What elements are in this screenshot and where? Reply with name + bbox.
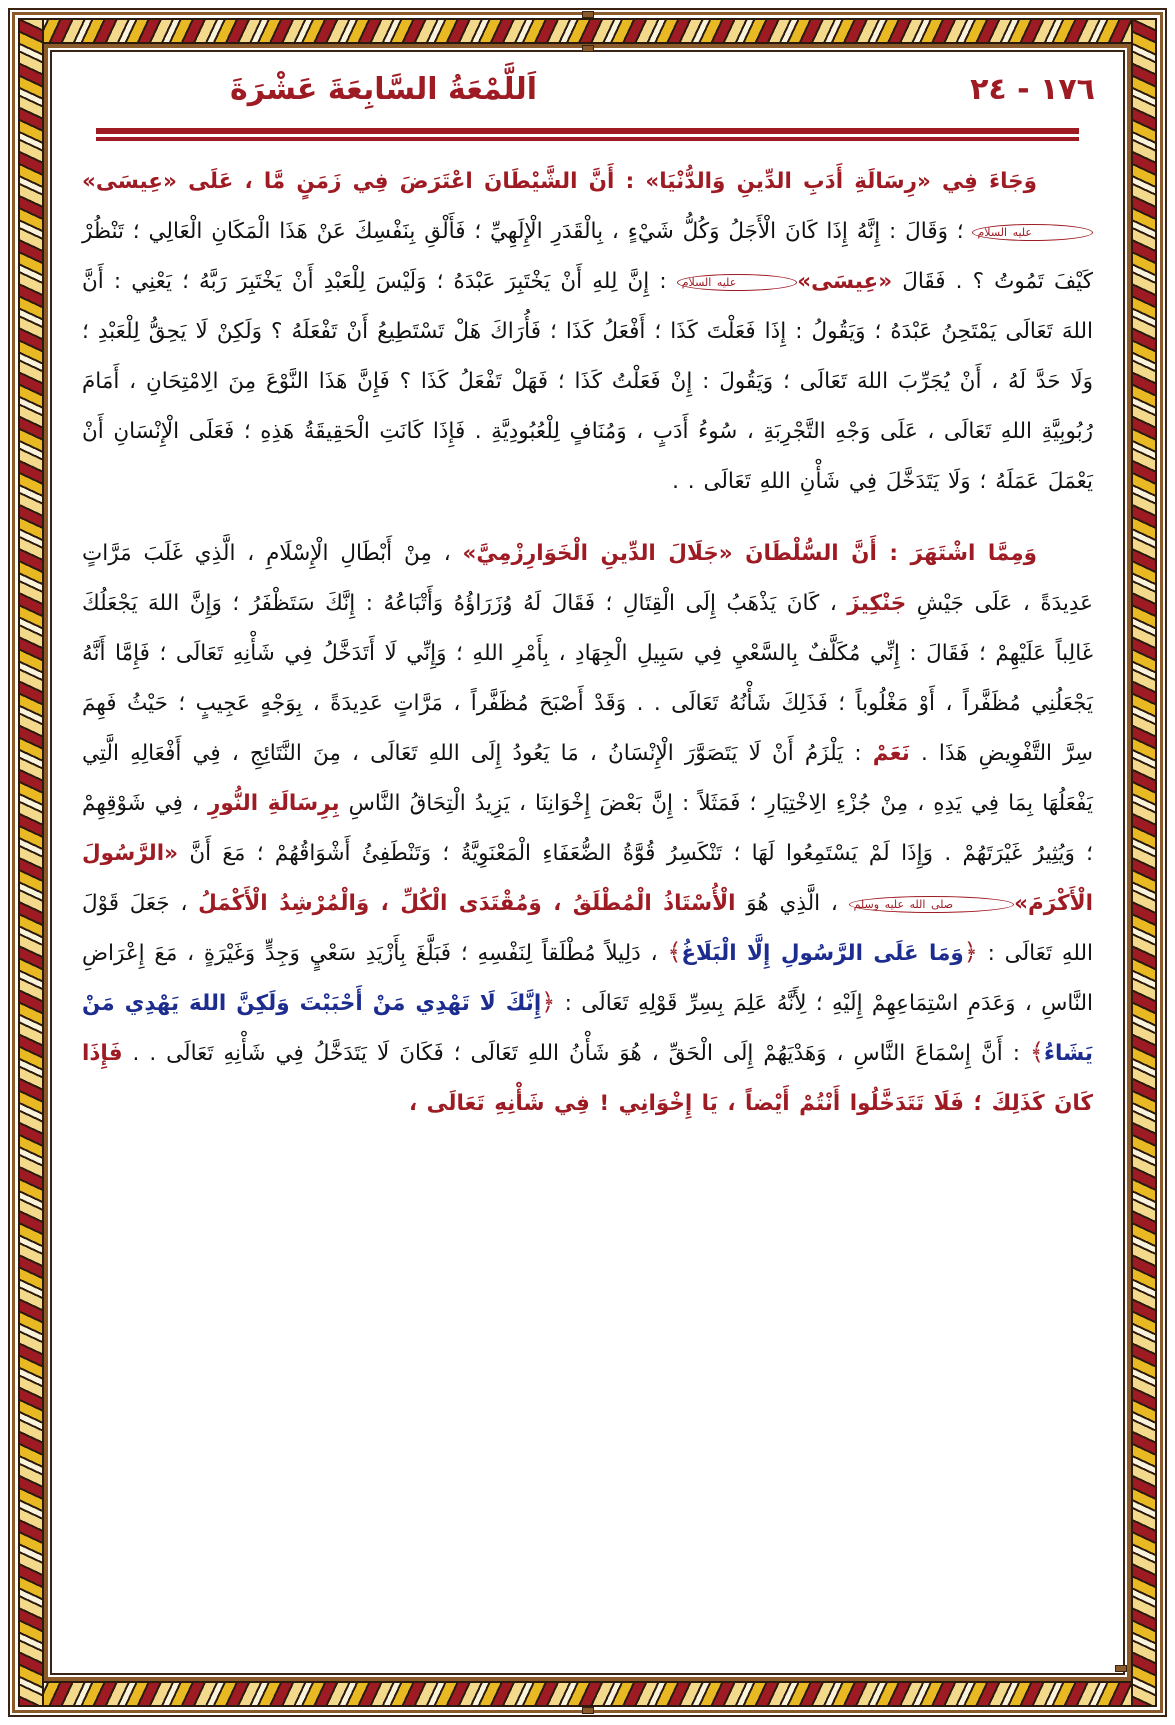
- body-text-block: [74, 141, 1101, 1129]
- border-chain-left-ornament: [18, 18, 44, 1707]
- text-run: ، دَلِيلاً مُطْلَقاً لِنَفْسِهِ ؛ فَبَلَّغَ بِأَزْيَدِ سَعْيٍ وَجِدٍّ وَغَيْرَةٍ ، مَعَ إِعْرَاضِ النَّاسِ ، وَعَدَمِ اسْتِمَاعِهِمْ إِلَيْهِ ؛ لِأَنَّهُ عَلِمَ بِسِرِّ قَوْلِهِ تَعَالَى :: [82, 941, 1093, 1016]
- para-2: [82, 529, 1093, 1129]
- text-run: بِرِسَالَةِ النُّورِ: [208, 791, 340, 816]
- text-run: «عِيسَى»: [82, 169, 177, 194]
- text-run: ، فِي شَوْقِهِمْ ؛ وَيُثِيرُ غَيْرَتَهُمْ . وَإِذَا لَمْ يَسْتَمِعُوا لَهَا ؛ تَنْكَسِرُ قُوَّةُ الضُّعَفَاءِ الْمَعْنَوِيَّةُ ؛ وَتَنْطَفِئُ أَشْوَاقُهُمْ ؛ مَعَ أَنَّ: [82, 791, 1093, 866]
- page-number: ١٧٦ - ٢٤: [970, 72, 1095, 107]
- border-chain-right-ornament: [1131, 18, 1157, 1707]
- text-run: جَنْكِيزَ: [847, 591, 907, 616]
- border-chain-bottom-ornament: [18, 1681, 1157, 1707]
- text-run: الْأُسْتَاذُ الْمُطْلَقُ ، وَمُقْتَدَى الْكُلِّ ، وَالْمُرْشِدُ الْأَكْمَلُ: [198, 891, 736, 916]
- header-divider-rule: [96, 128, 1079, 141]
- text-run: : يَلْزَمُ أَنْ لَا يَتَصَوَّرَ الْإِنْسَانُ ، مَا يَعُودُ إِلَى اللهِ تَعَالَى ، مِنَ النَّتَائِجِ ، فِي أَفْعَالِهِ الَّتِي يَفْعَلُهَا بِمَا فِي يَدِهِ ، مِنْ جُزْءِ الِاخْتِيَارِ ؛ فَمَثَلاً : إِنَّ بَعْضَ إِخْوَانِنَا ، يَزِيدُ الْتِحَاقُ النَّاسِ: [82, 741, 1093, 816]
- frame-nub-bottom-icon: [582, 1707, 594, 1714]
- text-run: : إِنَّ لِلهِ أَنْ يَخْتَبِرَ عَبْدَهُ ؛ وَلَيْسَ لِلْعَبْدِ أَنْ يَخْتَبِرَ رَبَّهُ ؛ يَعْنِي : أَنَّ اللهَ تَعَالَى يَمْتَحِنُ عَبْدَهُ ؛ وَيَقُولُ : إِذَا فَعَلْتَ كَذَا ؛ أَفْعَلُ كَذَا ؛ فَأُرَاكَ هَلْ تَسْتَطِيعُ أَنْ تَفْعَلَهُ ؟ وَلَكِنْ لَا يَحِقُّ لِلْعَبْدِ ؛ وَلَا حَدَّ لَهُ ، أَنْ يُجَرِّبَ اللهَ تَعَالَى ؛ وَيَقُولَ : إِنْ فَعَلْتُ كَذَا ؛ فَهَلْ تَفْعَلُ كَذَا ؟ فَإِنَّ هَذَا النَّوْعَ مِنَ الِامْتِحَانِ ، أَمَامَ رُبُوبِيَّةِ اللهِ تَعَالَى ، عَلَى وَجْهِ التَّجْرِبَةِ ، سُوءُ أَدَبٍ ، وَمُنَافٍ لِلْعُبُودِيَّةِ . فَإِذَا كَانَتِ الْحَقِيقَةُ هَذِهِ ؛ فَعَلَى الْإِنْسَانِ أَنْ يَعْمَلَ عَمَلَهُ ؛ وَلَا يَتَدَخَّلَ فِي شَأْنِ اللهِ تَعَالَى . .: [82, 269, 1093, 494]
- chapter-title: اَللَّمْعَةُ السَّابِعَةَ عَشْرَةَ: [230, 72, 538, 107]
- text-run: ، جَعَلَ قَوْلَ اللهِ تَعَالَى :: [82, 891, 1094, 966]
- honorific-medallion: عليه السلام: [972, 224, 1093, 241]
- border-chain-top-ornament: [18, 18, 1157, 44]
- page-content: [60, 58, 1115, 1667]
- honorific-medallion: صلى الله عليه وسلم: [849, 896, 1015, 913]
- text-run: ، الَّذِي هُوَ: [735, 891, 849, 916]
- text-run: : أَنَّ إِسْمَاعَ النَّاسِ ، وَهَدْيَهُمْ إِلَى الْحَقِّ ، هُوَ شَأْنُ اللهِ تَعَالَى ؛ فَكَانَ لَا يَتَدَخَّلُ فِي شَأْنِهِ تَعَالَى . .: [122, 1041, 1030, 1066]
- quran-verse-text: إِنَّكَ لَا تَهْدِي مَنْ أَحْبَبْتَ وَلَكِنَّ اللهَ يَهْدِي مَنْ يَشَاءُ: [82, 991, 1093, 1066]
- text-run: ، مِنْ أَبْطَالِ الْإِسْلَامِ ، الَّذِي غَلَبَ مَرَّاتٍ عَدِيدَةً ، عَلَى جَيْشِ: [82, 541, 1093, 616]
- honorific-medallion: عليه السلام: [677, 274, 798, 291]
- quran-bracket-icon: ﴿: [963, 938, 978, 966]
- quran-bracket-icon: ﴾: [1029, 1038, 1044, 1066]
- quran-bracket-icon: ﴾: [667, 938, 682, 966]
- text-run: ، كَانَ يَذْهَبُ إِلَى الْقِتَالِ ؛ فَقَالَ لَهُ وُزَرَاؤُهُ وَأَتْبَاعُهُ : إِنَّكَ سَتَظْفَرُ ؛ وَإِنَّ اللهَ يَجْعَلُكَ غَالِباً عَلَيْهِمْ ؛ فَقَالَ : إِنِّي مُكَلَّفٌ بِالسَّعْيِ فِي سَبِيلِ الْجِهَادِ ، بِأَمْرِ اللهِ ؛ وَإِنِّي لَا أَتَدَخَّلُ فِي شَأْنِهِ تَعَالَى ؛ فَإِمَّا أَنَّهُ يَجْعَلُنِي مُظَفَّراً ، أَوْ مَغْلُوباً ؛ فَذَلِكَ شَأْنُهُ تَعَالَى . . وَقَدْ أَصْبَحَ مُظَفَّراً ، مَرَّاتٍ عَدِيدَةً ، بِوَجْهٍ عَجِيبٍ ؛ حَيْثُ فَهِمَ سِرَّ التَّفْوِيضِ هَذَا .: [82, 591, 1093, 766]
- frame-nub-top-icon: [582, 11, 594, 18]
- frame-nub-top-inner-icon: [582, 45, 594, 52]
- quran-bracket-icon: ﴿: [541, 988, 556, 1016]
- text-run: ؛ وَقَالَ : إِنَّهُ إِذَا كَانَ الْأَجَلُ وَكُلُّ شَيْءٍ ، بِالْقَدَرِ الْإِلَهِيِّ ؛ فَأَلْقِ بِنَفْسِكَ عَنْ هَذَا الْمَكَانِ الْعَالِي ؛ تَنْظُرْ كَيْفَ تَمُوتُ ؟ . فَقَالَ: [82, 219, 1094, 294]
- text-run: نَعَمْ: [872, 741, 910, 766]
- text-run: وَمِمَّا اشْتَهَرَ : أَنَّ السُّلْطَانَ «جَلَالَ الدِّينِ الْخَوَارِزْمِيَّ»: [462, 541, 1038, 566]
- text-run: وَجَاءَ فِي «رِسَالَةِ أَدَبِ الدِّينِ وَالدُّنْيَا» : أَنَّ الشَّيْطَانَ اعْتَرَضَ فِي زَمَنٍ مَّا ، عَلَى: [176, 169, 1037, 194]
- quran-verse-text: وَمَا عَلَى الرَّسُولِ إِلَّا الْبَلَاغُ: [681, 941, 964, 966]
- text-run: «عِيسَى»: [797, 269, 893, 294]
- text-run: «الرَّسُولَ الْأَكْرَمَ»: [82, 841, 1093, 916]
- page-header: [74, 58, 1101, 122]
- text-run: فَإِذَا كَانَ كَذَلِكَ ؛ فَلَا تَتَدَخَّلُوا أَنْتُمْ أَيْضاً ، يَا إِخْوَانِي ! فِي شَأْنِهِ تَعَالَى ،: [82, 1041, 1093, 1116]
- frame-nub-right-icon: [1115, 1665, 1127, 1672]
- para-1: [82, 157, 1093, 507]
